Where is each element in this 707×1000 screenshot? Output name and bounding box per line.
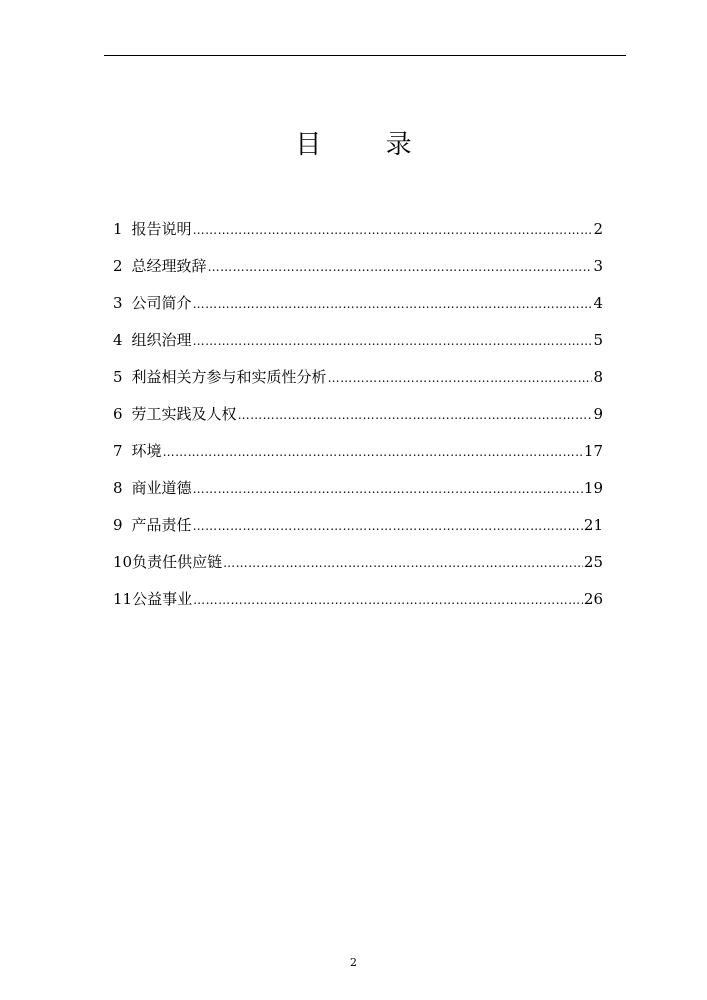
toc-item-title: 组织治理	[131, 331, 192, 349]
toc-dot-leader	[163, 440, 583, 464]
toc-dot-leader	[193, 477, 583, 501]
toc-dot-leader	[193, 218, 593, 242]
header-rule	[104, 55, 626, 56]
toc-title: 目 录	[295, 130, 440, 160]
toc-item-page: 19	[583, 479, 603, 497]
toc-dot-leader	[328, 366, 593, 390]
toc-dot-leader	[193, 292, 593, 316]
toc-item-8[interactable]	[113, 476, 603, 513]
toc-item-4[interactable]	[113, 328, 603, 365]
toc-item-page: 21	[583, 516, 603, 534]
toc-item-page: 4	[593, 294, 603, 312]
toc-item-page: 2	[593, 220, 603, 238]
toc-item-page: 8	[593, 368, 603, 386]
toc-item-number: 8	[113, 479, 123, 497]
toc-item-3[interactable]	[113, 291, 603, 328]
toc-item-1[interactable]	[113, 217, 603, 254]
toc-item-number: 6	[113, 405, 123, 423]
toc-item-title: 产品责任	[131, 516, 192, 534]
toc-item-title: 劳工实践及人权	[131, 405, 237, 423]
toc-item-number: 7	[113, 442, 123, 460]
toc-item-2[interactable]	[113, 254, 603, 291]
toc-item-page: 26	[583, 590, 603, 608]
toc-item-title: 总经理致辞	[131, 257, 207, 275]
toc-dot-leader	[208, 255, 593, 279]
toc-item-title: 公司简介	[131, 294, 192, 312]
toc-item-number: 2	[113, 257, 123, 275]
toc-dot-leader	[238, 403, 593, 427]
toc-dot-leader	[193, 329, 593, 353]
toc-item-number: 11	[113, 590, 133, 608]
toc-item-title: 环境	[131, 442, 162, 460]
toc-item-10[interactable]	[113, 550, 603, 587]
toc-item-9[interactable]	[113, 513, 603, 550]
toc-item-page: 25	[583, 553, 603, 571]
toc-item-title: 报告说明	[131, 220, 192, 238]
toc-item-number: 4	[113, 331, 123, 349]
toc-item-number: 5	[113, 368, 123, 386]
toc-item-7[interactable]	[113, 439, 603, 476]
toc-item-number: 3	[113, 294, 123, 312]
toc-item-6[interactable]	[113, 402, 603, 439]
toc-item-page: 17	[583, 442, 603, 460]
toc-item-page: 3	[593, 257, 603, 275]
toc-item-5[interactable]	[113, 365, 603, 402]
toc-item-number: 1	[113, 220, 123, 238]
toc-dot-leader	[193, 588, 583, 612]
page-number: 2	[350, 956, 357, 969]
toc-item-number: 10	[113, 553, 133, 571]
toc-dot-leader	[193, 514, 583, 538]
toc-item-number: 9	[113, 516, 123, 534]
toc-dot-leader	[223, 551, 583, 575]
toc-item-title: 商业道德	[131, 479, 192, 497]
toc-item-11[interactable]	[113, 587, 603, 624]
toc-item-page: 5	[593, 331, 603, 349]
toc-item-page: 9	[593, 405, 603, 423]
toc-item-title: 负责任供应链	[132, 553, 223, 571]
toc-item-title: 公益事业	[132, 590, 193, 608]
toc-item-title: 利益相关方参与和实质性分析	[131, 368, 327, 386]
table-of-contents	[113, 217, 603, 624]
